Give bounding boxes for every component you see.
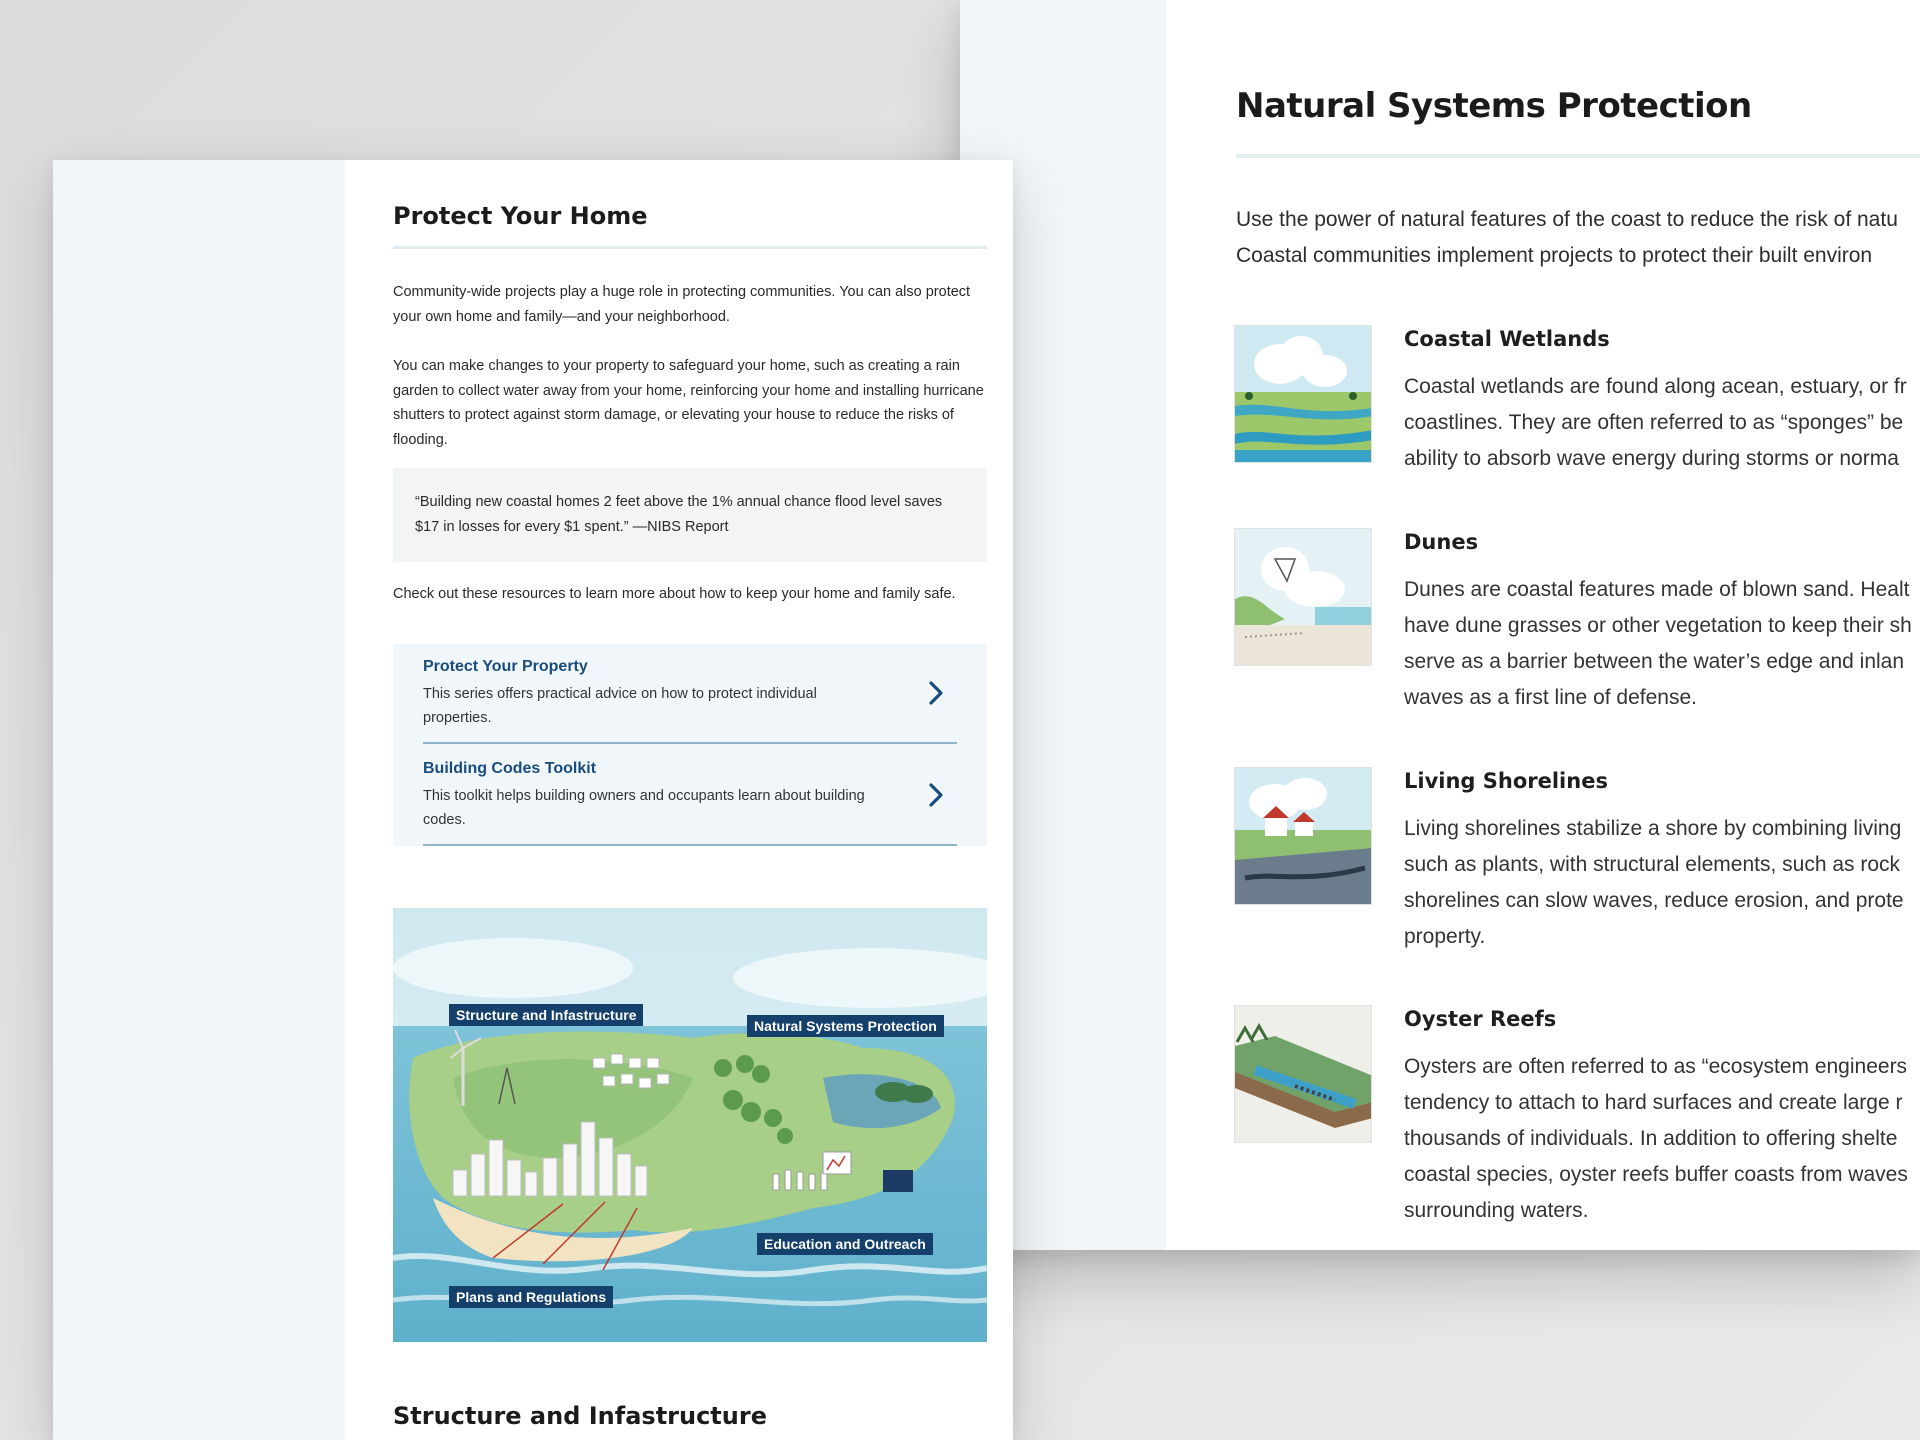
description-line: such as plants, with structural elements, such as rock	[1404, 853, 1901, 876]
nibs-quote: “Building new coastal homes 2 feet above the 1% annual chance flood level saves $17 in losses for every $1 spent.” —NIBS Report	[393, 468, 987, 562]
protect-home-page	[53, 160, 1013, 1440]
intro-text	[1236, 202, 1920, 274]
item-description	[1404, 811, 1920, 955]
description-line: waves as a first line of defense.	[1404, 686, 1697, 709]
item-title: Coastal Wetlands	[1404, 327, 1610, 351]
description-line: Coastal wetlands are found along acean, estuary, or fr	[1404, 375, 1907, 398]
description-line: coastlines. They are often referred to as “sponges” be	[1404, 411, 1904, 434]
resource-description: This toolkit helps building owners and occupants learn about building codes.	[423, 788, 865, 828]
coastal-map-illustration	[393, 908, 987, 1342]
description-line: Living shorelines stabilize a shore by combining living	[1404, 817, 1902, 840]
item-title: Oyster Reefs	[1404, 1007, 1557, 1031]
description-line: have dune grasses or other vegetation to keep their sh	[1404, 614, 1912, 637]
intro-paragraph: Community-wide projects play a huge role in protecting communities. You can also protect your own home and family—and your neighborhood.	[393, 284, 971, 325]
page-title: Protect Your Home	[393, 202, 648, 230]
title-divider	[1236, 154, 1920, 158]
item-title: Living Shorelines	[1404, 769, 1608, 793]
description-line: shorelines can slow waves, reduce erosion, and prote	[1404, 889, 1904, 912]
dunes-illustration-icon	[1234, 528, 1372, 666]
wetlands-illustration-icon	[1234, 325, 1372, 463]
coastal-resilience-illustration	[393, 908, 987, 1342]
item-title: Dunes	[1404, 530, 1479, 554]
title-divider	[393, 246, 987, 249]
description-line: coastal species, oyster reefs buffer coasts from waves	[1404, 1163, 1908, 1186]
resource-title[interactable]: Building Codes Toolkit	[423, 760, 597, 777]
section-title: Structure and Infastructure	[393, 1402, 767, 1430]
living-shorelines-illustration-icon	[1234, 767, 1372, 905]
resource-link-building-codes-toolkit[interactable]	[423, 746, 957, 846]
description-line: Oysters are often referred to as “ecosystem engineers	[1404, 1055, 1908, 1078]
description-line: thousands of individuals. In addition to offering shelte	[1404, 1127, 1898, 1150]
illustration-label-natural-systems[interactable]: Natural Systems Protection	[747, 1015, 944, 1037]
resource-link-protect-your-property[interactable]	[423, 644, 957, 744]
page-sidebar-strip	[53, 160, 345, 1440]
illustration-label-plans[interactable]: Plans and Regulations	[449, 1286, 613, 1308]
description-line: serve as a barrier between the water’s edge and inlan	[1404, 650, 1905, 673]
description-line: ability to absorb wave energy during storms or norma	[1404, 447, 1899, 470]
resources-intro: Check out these resources to learn more about how to keep your home and family safe.	[393, 586, 956, 602]
item-description	[1404, 572, 1920, 716]
description-line: tendency to attach to hard surfaces and create large r	[1404, 1091, 1903, 1114]
oyster-reefs-illustration-icon	[1234, 1005, 1372, 1143]
description-line: property.	[1404, 925, 1486, 948]
illustration-label-education[interactable]: Education and Outreach	[757, 1233, 933, 1255]
resources-list	[393, 644, 987, 846]
chevron-right-icon[interactable]	[925, 780, 947, 810]
chevron-right-icon[interactable]	[925, 678, 947, 708]
intro-line: Use the power of natural features of the coast to reduce the risk of natu	[1236, 208, 1898, 231]
body-paragraph: You can make changes to your property to safeguard your home, such as creating a rain garden to collect water away from your home, reinforcing your home and installing hurricane shutters to protect against storm damage, or elevating your house to reduce the risks of flooding.	[393, 358, 984, 448]
natural-systems-page	[960, 0, 1920, 1250]
page-title: Natural Systems Protection	[1236, 86, 1752, 126]
illustration-label-structure[interactable]: Structure and Infastructure	[449, 1004, 643, 1026]
resource-title[interactable]: Protect Your Property	[423, 658, 588, 675]
item-description	[1404, 369, 1920, 477]
resource-description: This series offers practical advice on how to protect individual properties.	[423, 686, 817, 726]
item-description	[1404, 1049, 1920, 1229]
intro-line: Coastal communities implement projects to protect their built environ	[1236, 244, 1873, 267]
description-line: surrounding waters.	[1404, 1199, 1589, 1222]
description-line: Dunes are coastal features made of blown sand. Healt	[1404, 578, 1910, 601]
